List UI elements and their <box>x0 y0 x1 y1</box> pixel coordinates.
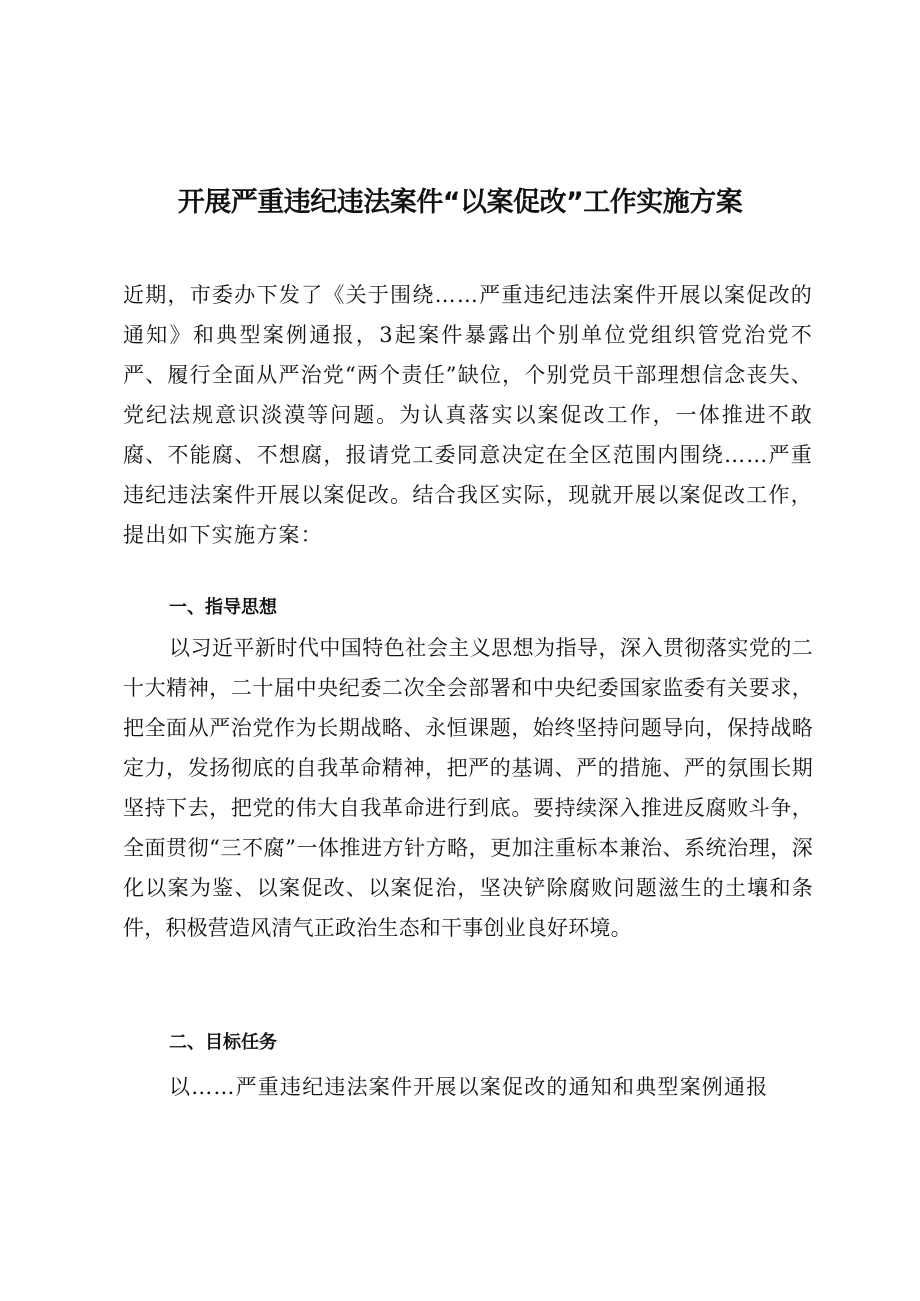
section-body-guiding-ideology: 以习近平新时代中国特色社会主义思想为指导，深入贯彻落实党的二十大精神，二十届中央纪委二次全会部署和中央纪委国家监委有关要求，把全面从严治党作为长期战略、永恒课题，始终坚持问题导向，保持战略定力，发扬彻底的自我革命精神，把严的基调、严的措施、严的氛围长期坚持下去，把党的伟大自我革命进行到底。要持续深入推进反腐败斗争，全面贯彻“三不腐”一体推进方针方略，更加注重标本兼治、系统治理，深化以案为鉴、以案促改、以案促治，坚决铲除腐败问题滋生的土壤和条件，积极营造风清气正政治生态和干事创业良好环境。 <box>123 636 813 940</box>
section-heading-guiding-ideology: 一、指导思想 <box>169 597 277 618</box>
section-heading-objectives: 二、目标任务 <box>169 1032 277 1053</box>
intro-paragraph: 近期，市委办下发了《关于围绕……严重违纪违法案件开展以案促改的通知》和典型案例通报，3起案件暴露出个别单位党组织管党治党不严、履行全面从严治党“两个责任”缺位，个别党员干部理想信念丧失、党纪法规意识淡漠等问题。为认真落实以案促改工作，一体推进不敢腐、不能腐、不想腐，报请党工委同意决定在全区范围内围绕……严重违纪违法案件开展以案促改。结合我区实际，现就开展以案促改工作，提出如下实施方案： <box>123 283 813 547</box>
document-title: 开展严重违纪违法案件“以案促改”工作实施方案 <box>177 187 743 218</box>
section-body-objectives: 以……严重违纪违法案件开展以案促改的通知和典型案例通报 <box>169 1075 769 1099</box>
